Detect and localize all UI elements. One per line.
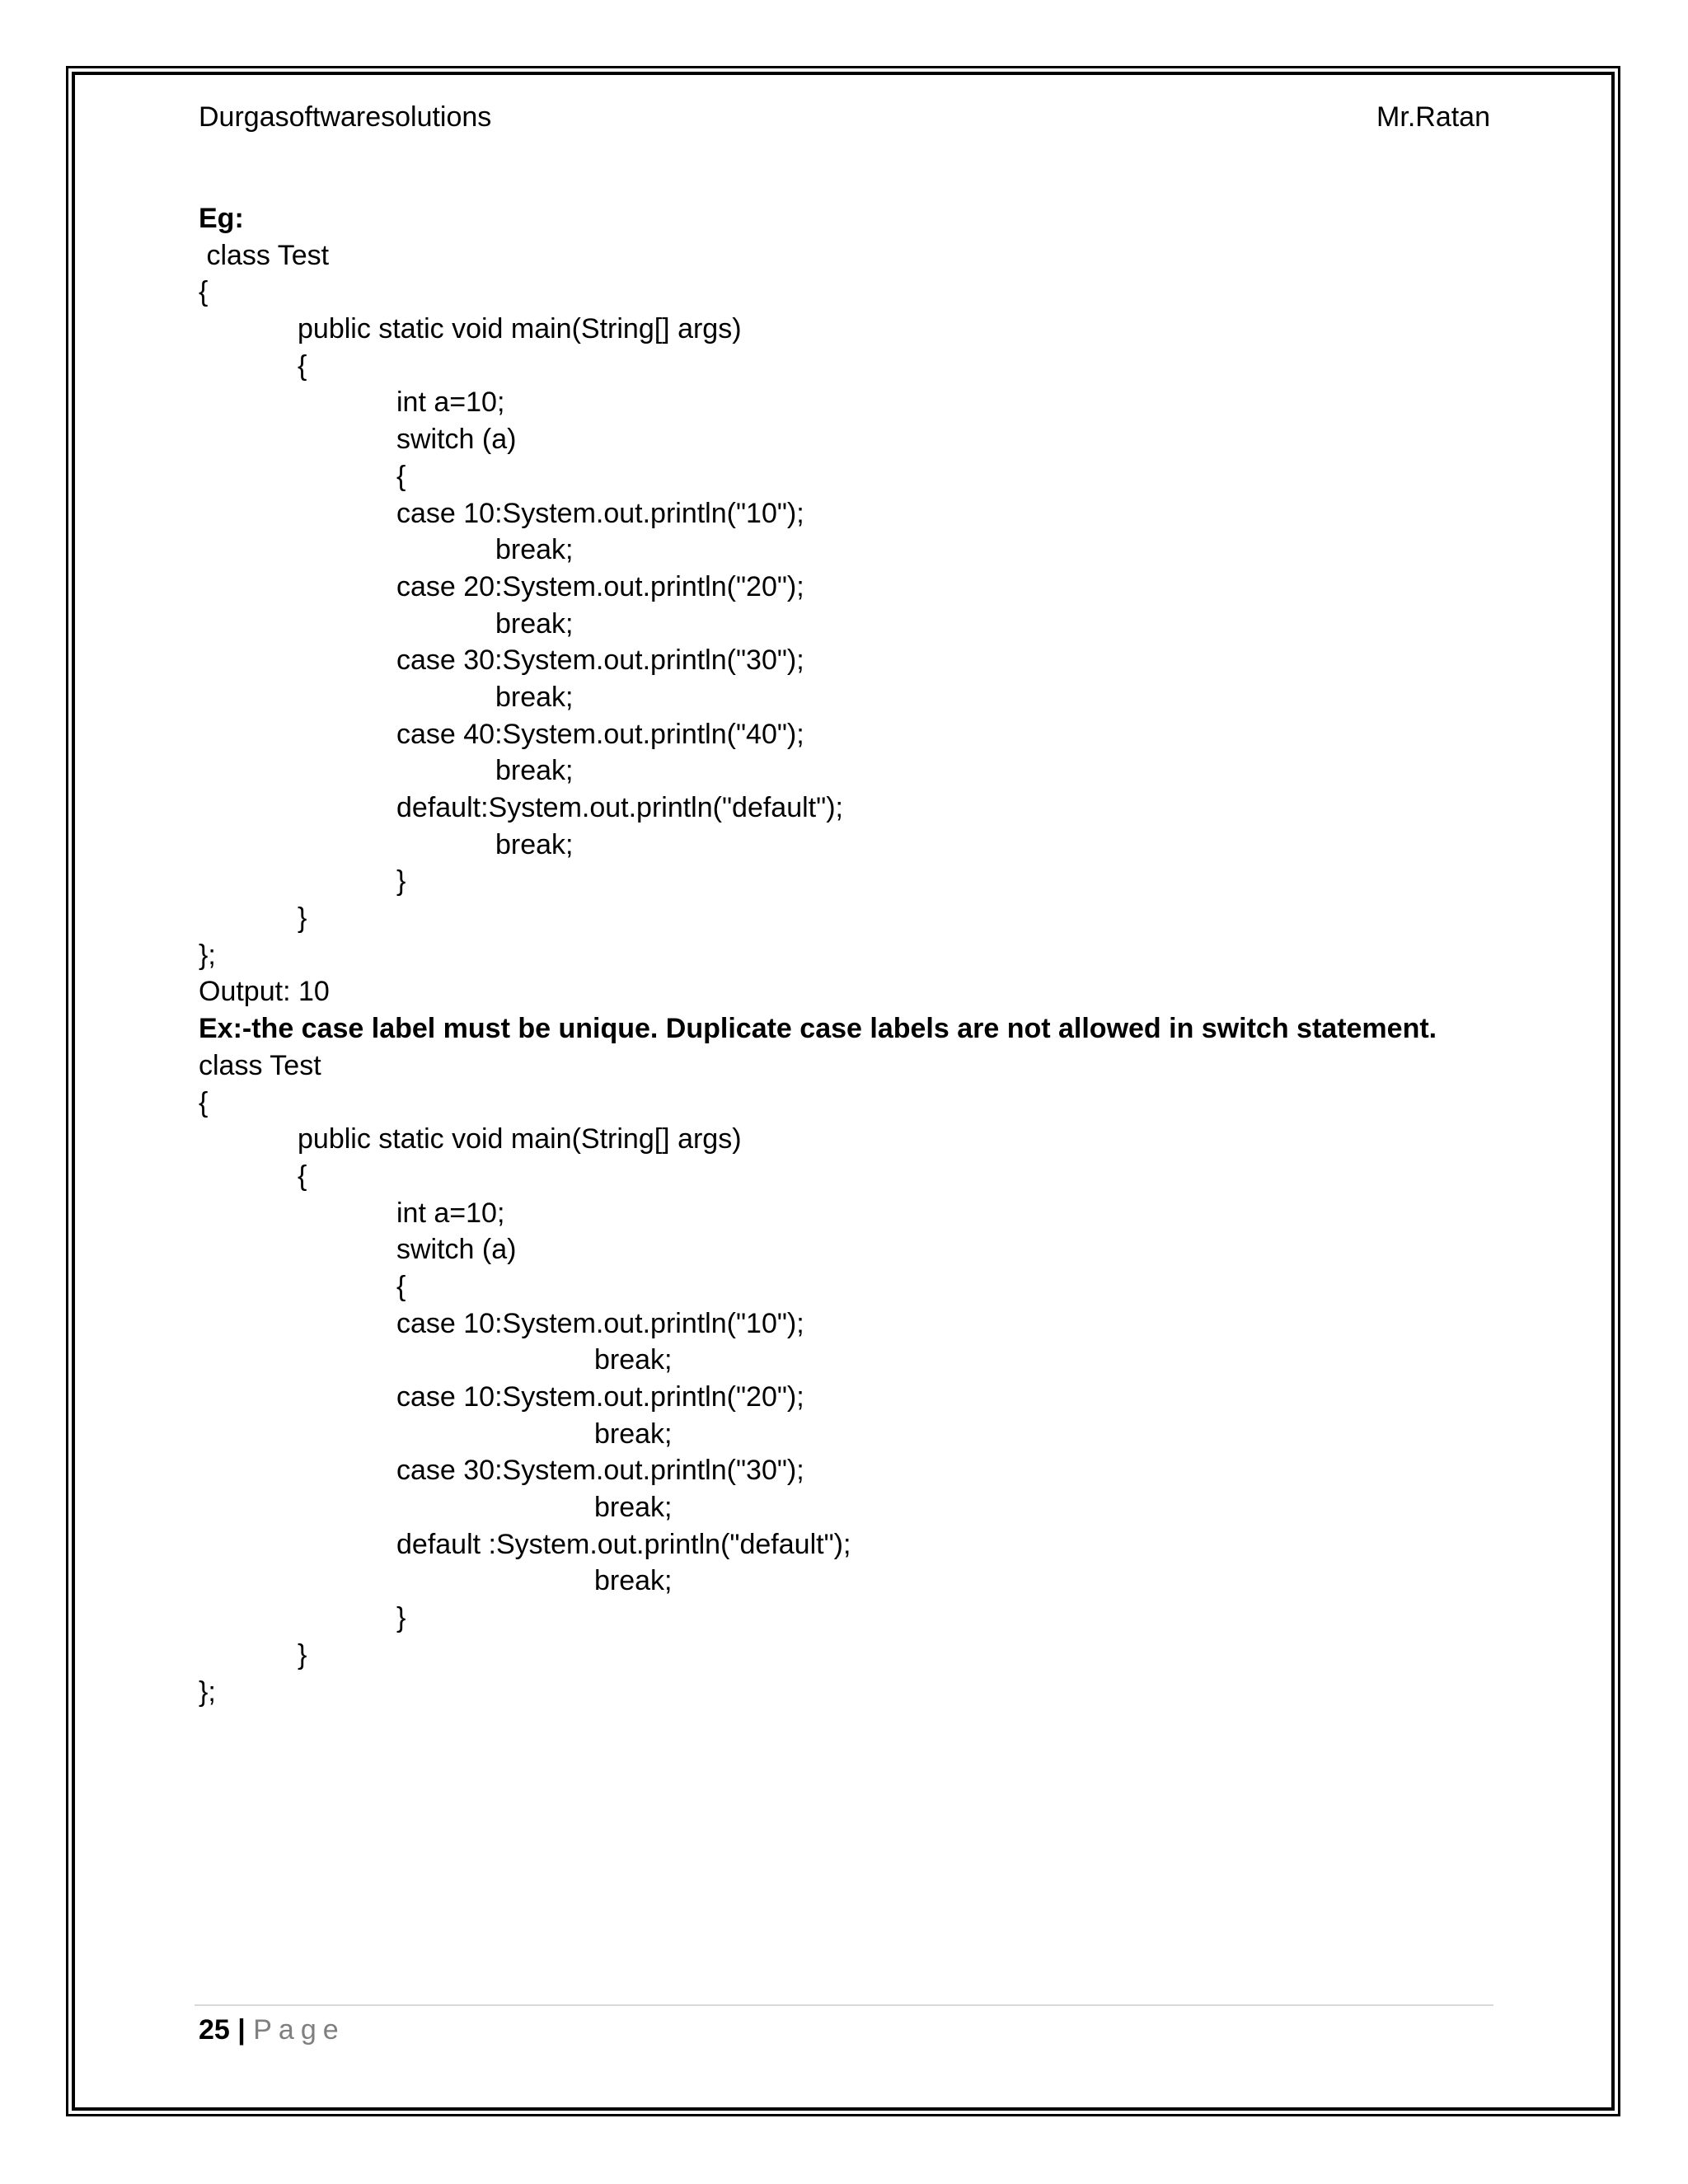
code-line: break; <box>495 534 574 566</box>
code-line: { <box>396 1270 406 1302</box>
code-line: { <box>298 1160 307 1192</box>
code-line: int a=10; <box>396 387 505 419</box>
code-line: }; <box>199 939 216 971</box>
code-line: default :System.out.println("default"); <box>396 1528 851 1560</box>
code-line: break; <box>594 1565 673 1597</box>
page-number: 25 <box>199 2014 230 2046</box>
code-line: switch (a) <box>396 424 517 456</box>
code-line: case 20:System.out.println("20"); <box>396 570 804 602</box>
code-line: { <box>298 349 307 382</box>
code-line: break; <box>594 1344 673 1376</box>
heading-line: Eg: <box>199 203 244 234</box>
code-line: default:System.out.println("default"); <box>396 792 843 823</box>
page-label: Page <box>253 2014 345 2046</box>
code-line: } <box>298 902 307 935</box>
code-line: switch (a) <box>396 1234 517 1266</box>
header-author: Mr.Ratan <box>1376 101 1490 133</box>
heading-line: Ex:-the case label must be unique. Duplicate case labels are not allowed in switch statement. <box>199 1013 1437 1045</box>
code-line: case 10:System.out.println("10"); <box>396 1307 804 1339</box>
code-line: { <box>396 460 406 492</box>
code-line: break; <box>495 681 574 713</box>
code-line: case 10:System.out.println("10"); <box>396 497 804 529</box>
code-line: class Test <box>199 239 330 271</box>
code-line: Output: 10 <box>199 976 330 1008</box>
code-line: break; <box>495 828 574 860</box>
code-line: class Test <box>199 1049 321 1081</box>
code-line: public static void main(String[] args) <box>298 1123 742 1155</box>
code-line: } <box>298 1638 307 1671</box>
code-line: case 40:System.out.println("40"); <box>396 718 804 750</box>
footer-separator: | <box>229 2014 254 2046</box>
code-line: { <box>199 1086 209 1118</box>
page-footer <box>199 2012 345 2048</box>
code-line: break; <box>594 1418 673 1450</box>
code-line: case 30:System.out.println("30"); <box>396 644 804 677</box>
document-body <box>199 200 1437 1710</box>
code-line: public static void main(String[] args) <box>298 313 742 345</box>
code-line: case 30:System.out.println("30"); <box>396 1455 804 1487</box>
code-line: }; <box>199 1675 216 1708</box>
code-line: break; <box>495 755 574 787</box>
code-line: { <box>199 276 209 308</box>
code-line: } <box>396 1602 406 1634</box>
code-line: int a=10; <box>396 1197 505 1229</box>
code-line: break; <box>594 1492 673 1524</box>
header-company: Durgasoftwaresolutions <box>199 101 492 133</box>
code-line: case 10:System.out.println("20"); <box>396 1381 804 1413</box>
footer-divider <box>195 2004 1493 2006</box>
code-line: break; <box>495 607 574 640</box>
code-line: } <box>396 865 406 898</box>
